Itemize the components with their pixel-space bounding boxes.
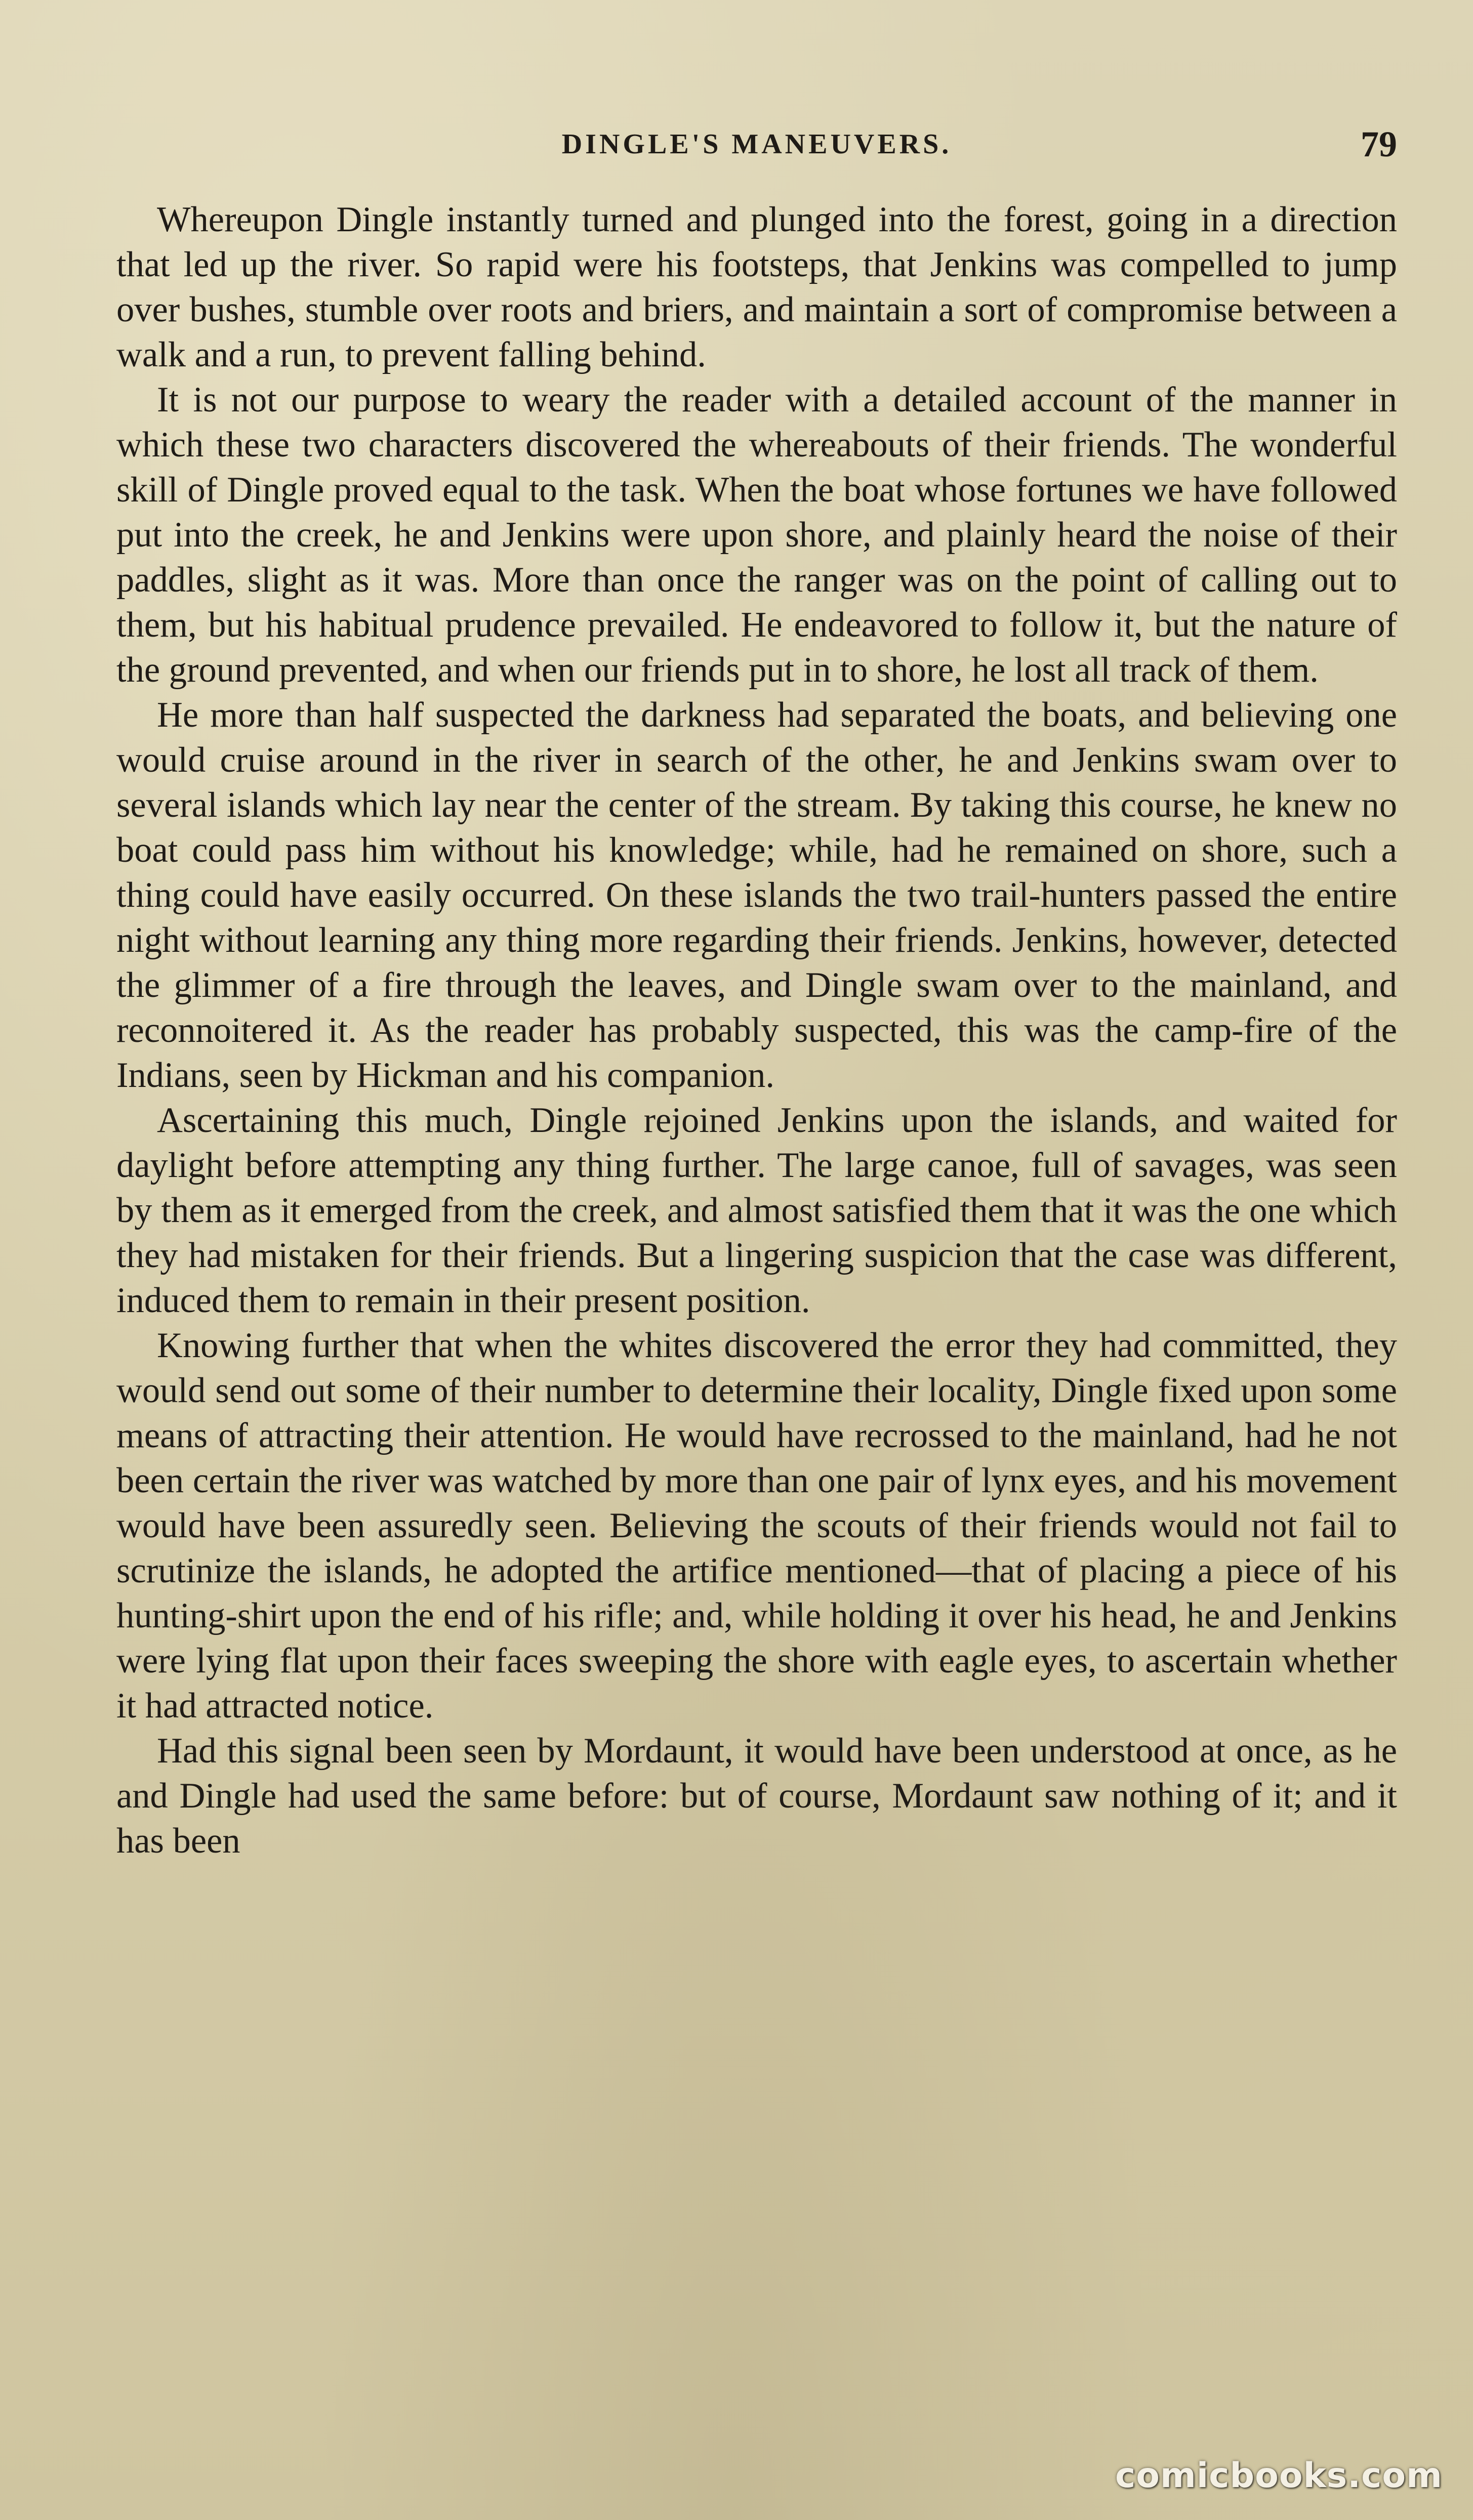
paragraph: He more than half suspected the darkness had separated the boats, and believing one would cruise around in the river in search of the other, he and Jenkins swam over to several islands which lay near the center of the stream. By taking this course, he knew no boat could pass him without his knowledge; while, had he remained on shore, such a thing could have easily occurred. On these islands the two trail-hunters passed the entire night without learning any thing more regarding their friends. Jenkins, however, detected the glimmer of a fire through the leaves, and Dingle swam over to the mainland, and reconnoitered it. As the reader has probably suspected, this was the camp-fire of the Indians, seen by Hickman and his companion.: [116, 695, 1397, 1095]
running-title: DINGLE'S MANEUVERS.: [561, 129, 952, 160]
paragraph: Knowing further that when the whites discovered the error they had committed, they would send out some of their number to determine their locality, Dingle fixed upon some means of attracting their attention. He would have recrossed to the mainland, had he not been certain the river was watched by more than one pair of lynx eyes, and his movement would have been assuredly seen. Believing the scouts of their friends would not fail to scrutinize the islands, he adopted the artifice mentioned—that of placing a piece of his hunting-shirt upon the end of his rifle; and, while holding it over his head, he and Jenkins were lying flat upon their faces sweeping the shore with eagle eyes, to ascertain whether it had attracted notice.: [116, 1326, 1397, 1726]
paragraph: It is not our purpose to weary the reader with a detailed account of the manner in which these two characters discovered the whereabouts of their friends. The wonderful skill of Dingle proved equal to the task. When the boat whose fortunes we have followed put into the creek, he and Jenkins were upon shore, and plainly heard the noise of their paddles, slight as it was. More than once the ranger was on the point of calling out to them, but his habitual prudence prevailed. He endeavored to follow it, but the nature of the ground prevented, and when our friends put in to shore, he lost all track of them.: [116, 380, 1397, 690]
paragraph: Ascertaining this much, Dingle rejoined Jenkins upon the islands, and waited for daylight before attempting any thing further. The large canoe, full of savages, was seen by them as it emerged from the creek, and almost satisfied them that it was the one which they had mistaken for their friends. But a lingering suspicion that the case was different, induced them to remain in their present position.: [116, 1101, 1397, 1320]
site-watermark: comicbooks.com: [1115, 2456, 1443, 2496]
page-header: [116, 116, 1397, 172]
paragraph: Whereupon Dingle instantly turned and plunged into the forest, going in a direction that led up the river. So rapid were his footsteps, that Jenkins was compelled to jump over bushes, stumble over roots and briers, and maintain a sort of compromise between a walk and a run, to prevent falling behind.: [116, 200, 1397, 374]
body-text: [116, 197, 1397, 1864]
page-number: 79: [1361, 124, 1397, 164]
paragraph: Had this signal been seen by Mordaunt, it would have been understood at once, as he and Dingle had used the same before: but of course, Mordaunt saw nothing of it; and it has been: [116, 1731, 1397, 1861]
